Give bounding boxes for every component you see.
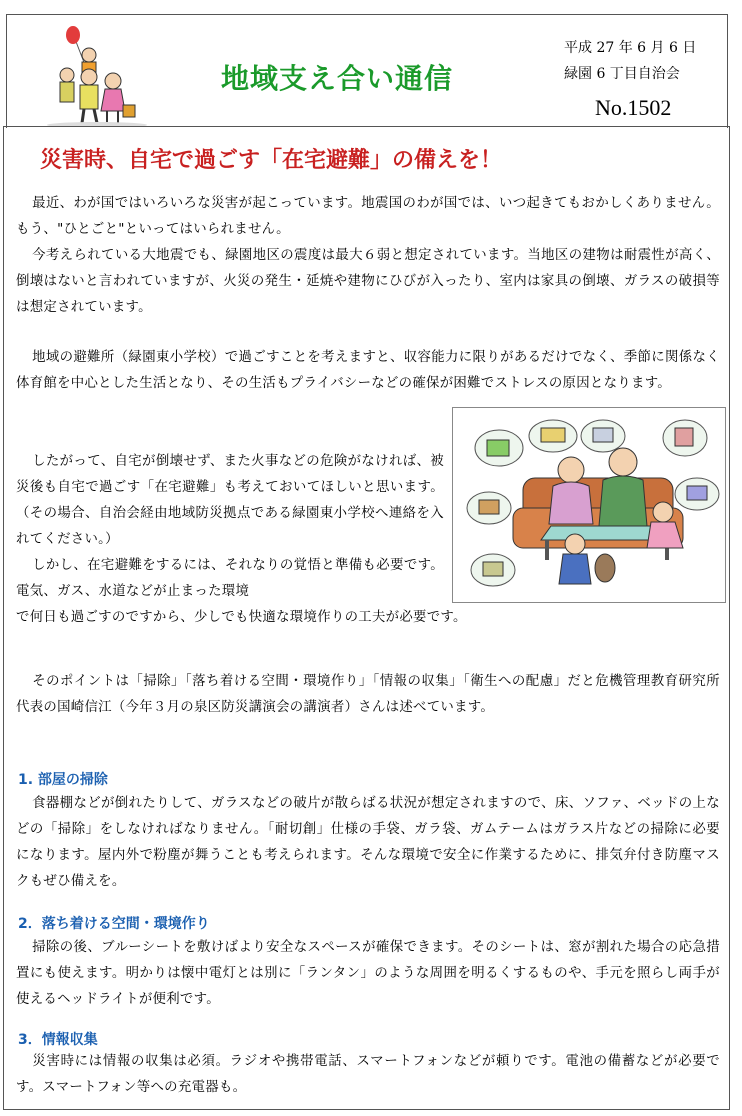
intro-paragraph-3 (16, 345, 720, 397)
section-1-heading: 1. 部屋の掃除 (18, 772, 108, 788)
intro-text-2: 今考えられている大地震でも、緑園地区の震度は最大６弱と想定されています。当地区の建物は耐震性が高く、倒壊はないと言われていますが、火災の発生・延焼や建物にひびが入ったり、室内は家具の倒壊、ガラスの破損等は想定されています。 (16, 248, 720, 315)
section-1-body (16, 791, 720, 895)
intro-text-4: したがって、自宅が倒壊せず、また火事などの危険がなければ、被災後も自宅で過ごす「在宅避難」も考えておいてほしいと思います。（その場合、自治会経由地域防災拠点である緑園東小学校へ連絡を入れてください。） (16, 454, 444, 547)
intro-text-6: そのポイントは「掃除」「落ち着ける空間・環境作り」「情報の収集」「衛生への配慮」だと危機管理教育研究所代表の国崎信江（今年３月の泉区防災講演会の講演者）さんは述べています。 (16, 674, 720, 715)
section-3-body (16, 1049, 720, 1101)
section-3-heading: 3．情報収集 (18, 1032, 98, 1048)
article-body (3, 126, 730, 1110)
section-2-heading: 2．落ち着ける空間・環境作り (18, 916, 210, 932)
family-at-home-illustration (452, 407, 726, 603)
intro-paragraph-6 (16, 669, 720, 721)
intro-text-1: 最近、わが国ではいろいろな災害が起こっています。地震国のわが国では、いつ起きてもおかしくありません。もう、"ひとごと"といってはいられません。 (16, 196, 720, 237)
section-1-text: 食器棚などが倒れたりして、ガラスなどの破片が散らばる状況が想定されますので、床、ソファ、ベッドの上などの「掃除」をしなければなりません。「耐切創」仕様の手袋、ガラ袋、ガムテームはガラス片などの掃除に必要になります。屋内外で粉塵が舞うことも考えられます。そんな環境で安全に作業するために、排気弁付き防塵マスクもぜひ備えを。 (16, 796, 720, 889)
intro-paragraph-2 (16, 243, 720, 321)
section-2-body (16, 935, 720, 1013)
intro-paragraph-4 (16, 449, 444, 553)
intro-paragraph-5-cont (16, 605, 720, 631)
newsletter-header (6, 14, 728, 128)
section-2-text: 掃除の後、ブルーシートを敷けばより安全なスペースが確保できます。そのシートは、窓が割れた場合の応急措置にも使えます。明かりは懐中電灯とは別に「ランタン」のような周囲を明るくするものや、手元を照らし両手が使えるヘッドライトが便利です。 (16, 940, 720, 1007)
intro-text-5b: で何日も過ごすのですから、少しでも快適な環境作りの工夫が必要です。 (16, 610, 467, 625)
intro-text-5a: しかし、在宅避難をするには、それなりの覚悟と準備も必要です。電気、ガス、水道などが止まった環境 (16, 558, 444, 599)
family-at-home-icon (453, 408, 725, 602)
article-headline: 災害時、自宅で過ごす「在宅避難」の備えを！ (40, 148, 503, 173)
intro-text-3: 地域の避難所（緑園東小学校）で過ごすことを考えますと、収容能力に限りがあるだけでなく、季節に関係なく体育館を中心とした生活となり、その生活もプライバシーなどの確保が困難でストレスの原因となります。 (16, 350, 720, 391)
issue-date: 平成 27 年 6 月 6 日 (564, 40, 697, 56)
family-illustration (27, 25, 167, 127)
organization-name: 緑園 6 丁目自治会 (564, 66, 680, 82)
newsletter-title: 地域支え合い通信 (221, 62, 454, 95)
intro-paragraph-5 (16, 553, 444, 605)
issue-number: No.1502 (595, 95, 672, 120)
section-3-text: 災害時には情報の収集は必須。ラジオや携帯電話、スマートフォンなどが頼りです。電池の備蓄などが必要です。スマートフォン等への充電器も。 (16, 1054, 720, 1095)
intro-paragraph-1 (16, 191, 720, 243)
